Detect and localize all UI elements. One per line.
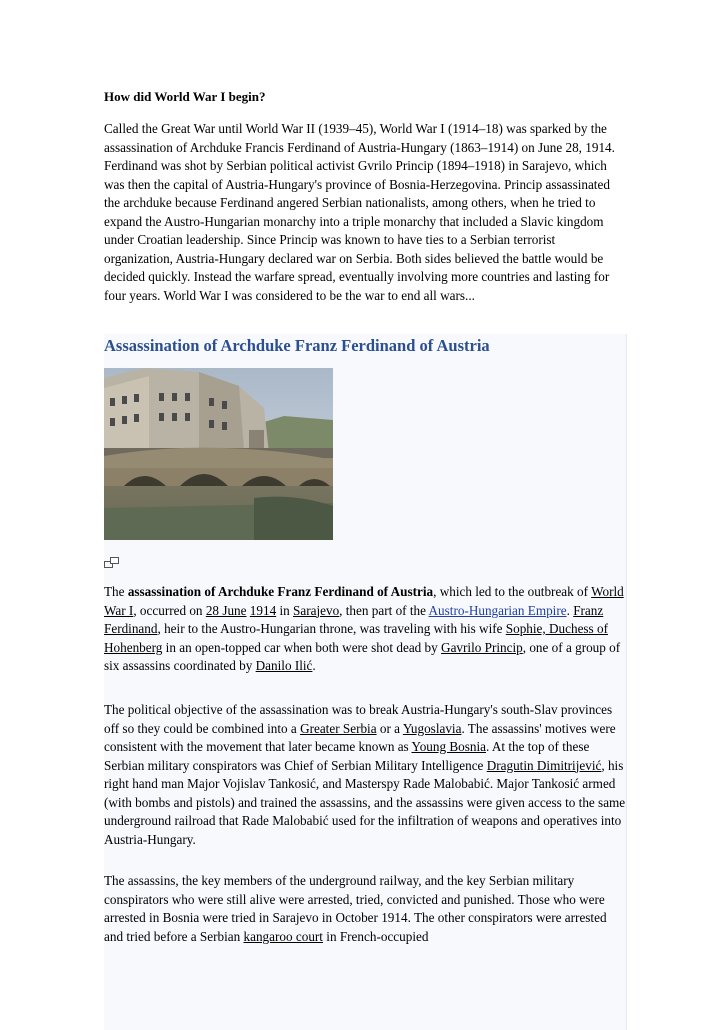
link-greater-serbia[interactable]: Greater Serbia	[300, 720, 377, 736]
link-dragutin-dimitrijevic[interactable]: Dragutin Dimitrijević	[486, 757, 602, 773]
text: The assassins, the key members of the underground railway, and the key Serbian military conspirators who were still alive were arrested, tried, convicted and punished. Those who were arrested in Bosnia were tried in Sarajevo in October 1914. The other conspirators were arrested and tried before a Serbian	[104, 873, 607, 944]
intro-paragraph: Called the Great War until World War II (1939–45), World War I (1914–18) was sparked by the assassination of Archduke Francis Ferdinand of Austria-Hungary (1863–1914) on June 28, 1914. Ferdinand was shot by Serbian political activist Gvrilo Princip (1894–1918) in Sarajevo, which was then the capital of Austria-Hungary's province of Bosnia-Herzegovina. Princip assassinated the archduke because Ferdinand angered Serbian nationalists, among others, when he tried to expand the Austro-Hungarian monarchy into a triple monarchy that included a Slavic kingdom under Croatian leadership. Since Princip was known to have ties to a Serbian terrorist organization, Austria-Hungary declared war on Serbia. Both sides believed the battle would be decided quickly. Instead the warfare spread, eventually involving more countries and lasting for four years. World War I was considered to be the war to end all wars...	[104, 121, 615, 303]
text: , his right hand man Major Vojislav Tankosić, and Masterspy Rade Malobabić. Major Tankosić armed (with bombs and pistols) and trained the assassins, and the assassins were given access to the same underground railroad that Rade Malobabić used for the infiltration of weapons and operatives into Austria-Hungary.	[104, 757, 626, 847]
text: , occurred on	[133, 602, 206, 618]
text: . The assassins' motives were consistent with the movement that later became known as	[104, 720, 616, 754]
link-sarajevo[interactable]: Sarajevo	[293, 602, 340, 618]
bold-term: assassination of Archduke Franz Ferdinand of Austria	[127, 584, 434, 599]
link-franz-ferdinand[interactable]: Franz Ferdinand	[104, 602, 604, 636]
link-kangaroo-court[interactable]: kangaroo court	[243, 928, 323, 944]
question-title: How did World War I begin?	[104, 89, 266, 104]
text: . At the top of these Serbian military conspirators was Chief of Serbian Military Intelligence	[104, 739, 590, 773]
link-1914[interactable]: 1914	[249, 602, 277, 618]
paragraph-assassination	[104, 583, 626, 676]
text: The political objective of the assassination was to break Austria-Hungary's south-Slav provinces off so they could be combined into a	[104, 702, 613, 736]
text: in French-occupied	[322, 928, 429, 944]
link-28-june[interactable]: 28 June	[205, 602, 247, 618]
enlarge-icon[interactable]	[104, 556, 120, 568]
text: .	[566, 602, 574, 618]
text: The	[104, 584, 128, 599]
link-sophie[interactable]: Sophie, Duchess of Hohenberg	[104, 621, 608, 655]
text: , then part of the	[339, 602, 429, 618]
text: , heir to the Austro-Hungarian throne, was traveling with his wife	[157, 621, 506, 636]
text: or a	[376, 720, 403, 736]
link-young-bosnia[interactable]: Young Bosnia	[411, 739, 487, 754]
link-gavrilo-princip[interactable]: Gavrilo Princip	[441, 639, 523, 655]
section-title: Assassination of Archduke Franz Ferdinand of Austria	[104, 336, 490, 355]
link-world-war-i[interactable]: World War I	[104, 584, 624, 618]
link-danilo-ilic[interactable]: Danilo Ilić	[255, 658, 313, 673]
text: .	[312, 658, 316, 673]
text: in	[276, 602, 294, 618]
text: , one of a group of six assassins coordinated by	[104, 639, 621, 673]
text: , which led to the outbreak of	[433, 584, 592, 599]
link-yugoslavia[interactable]: Yugoslavia	[402, 720, 462, 736]
text: in an open-topped car when both were shot dead by	[162, 639, 442, 655]
link-austro-hungarian-empire[interactable]: Austro-Hungarian Empire	[428, 602, 567, 618]
paragraph-trials	[104, 872, 626, 946]
paragraph-objective	[104, 701, 626, 849]
latin-bridge-photo[interactable]	[104, 368, 333, 540]
